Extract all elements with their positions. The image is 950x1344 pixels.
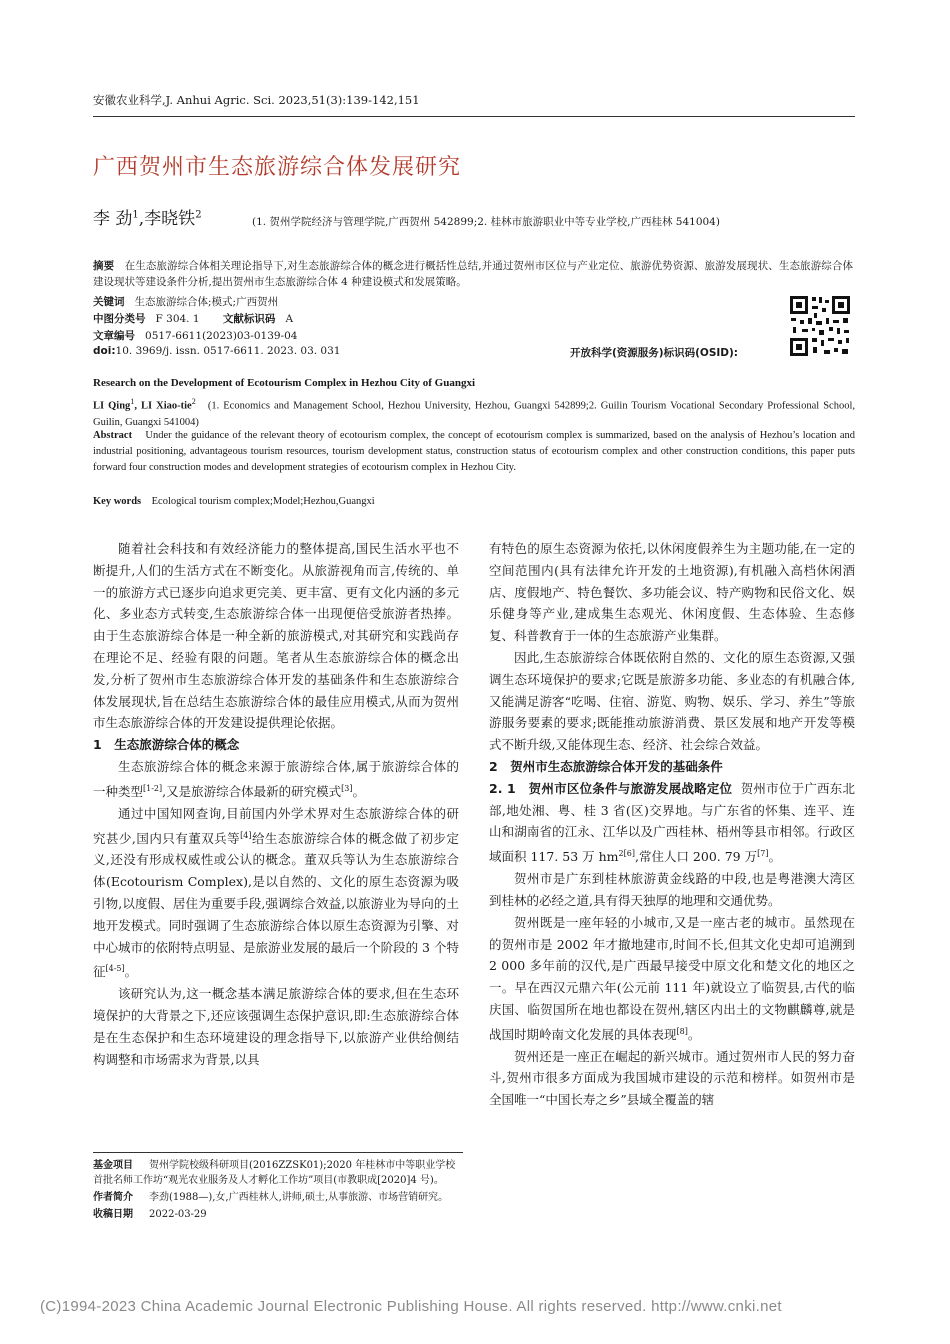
paper-title: 广西贺州市生态旅游综合体发展研究 <box>93 155 462 180</box>
doi-label: doi: <box>93 345 116 357</box>
date-note <box>93 1207 463 1222</box>
body-left-column <box>93 538 459 1071</box>
left-p3-a: 通过中国知网查询,目前国内外学术界对生态旅游综合体的研究甚少,国内只有董双兵等 <box>93 805 459 846</box>
keywords-zh-label: 关键词 <box>93 296 125 308</box>
en-author-2-sup: 2 <box>191 397 196 406</box>
qr-code-icon[interactable] <box>788 294 852 358</box>
header-rule <box>93 116 855 117</box>
right-p5-ref: [8] <box>676 1026 688 1036</box>
abstract-zh-label: 摘要 <box>93 260 115 272</box>
english-keywords <box>93 494 855 510</box>
en-keywords-label: Key words <box>93 496 142 507</box>
right-p3-c: 。 <box>768 849 781 865</box>
fund-note <box>93 1158 463 1188</box>
left-p2-ref: [1-2] <box>143 783 163 793</box>
doccode-label: 文献标识码 <box>222 313 276 325</box>
author-2: 李晓铁 <box>144 209 196 229</box>
right-paragraph-6: 贺州还是一座正在崛起的新兴城市。通过贺州市人民的努力奋斗,贺州市很多方面成为我国城市建设的示范和榜样。如贺州市是全国唯一“中国长寿之乡”县域全覆盖的辖 <box>489 1048 855 1108</box>
bio-note <box>93 1190 463 1205</box>
right-p3-b: ,常住人口 200. 79 万 <box>634 849 758 865</box>
bio-text: 李劲(1988—),女,广西桂林人,讲师,硕士,从事旅游、市场营销研究。 <box>149 1192 449 1203</box>
right-paragraph-2: 因此,生态旅游综合体既依附自然的、文化的原生态资源,又强调生态环境保护的要求;它既是旅游多功能、多业态的有机融合体,又能满足游客“吃喝、住宿、游览、购物、娱乐、学习、养生”等旅游服务要素的要求;既能推动旅游消费、景区发展和地产开发等模式不断升级,又能体现生态、经济、社会综合效益。 <box>489 649 855 753</box>
en-abstract-label: Abstract <box>93 430 133 441</box>
left-p2-b: ,又是旅游综合体最新的研究模式 <box>162 783 342 799</box>
date-text: 2022-03-29 <box>149 1209 207 1220</box>
right-p3-a: 贺州市位于广西东北部,地处湘、粤、桂 3 省(区)交界地。与广东省的怀集、连平、连山和湖南省的江永、江华以及广西桂林、梧州等县市相邻。行政区域面积 117. 53 万 hm <box>489 780 855 865</box>
author-1-sup: 1 <box>132 209 139 221</box>
left-paragraph-3 <box>93 803 459 984</box>
section-2-heading: 2 贺州市生态旅游综合体开发的基础条件 <box>489 758 723 774</box>
left-paragraph-2 <box>93 756 459 803</box>
english-title: Research on the Development of Ecotourism Complex in Hezhou City of Guangxi <box>93 377 476 389</box>
doi-line <box>93 345 340 357</box>
en-author-1: LI Qing <box>93 400 131 412</box>
author-2-sup: 2 <box>195 209 202 221</box>
left-p3-ref2: [4-5] <box>105 964 125 974</box>
english-abstract <box>93 428 855 476</box>
left-p2-c: 。 <box>352 783 365 799</box>
left-p3-c: 。 <box>124 964 138 980</box>
left-p2-ref2: [3] <box>341 783 353 793</box>
left-p3-b: 给生态旅游综合体的概念做了初步定义,还没有形成权威性或公认的概念。董双兵等认为生态旅游综合体(Ecotourism Complex),是以自然的、文化的原生态资源为吸引物,以度假、居住为重要手段,强调综合效益,以旅游业为导向的土地开发模式。同时强调了生态旅游综合体以原生态资源为引擎、对中心城市的依附特点明显、是旅游业发展的最后一个阶段的 3 个特征 <box>93 830 459 980</box>
abstract-zh-text: 在生态旅游综合体相关理论指导下,对生态旅游综合体的概念进行概括性总结,并通过贺州市区位与产业定位、旅游优势资源、旅游发展现状、生态旅游综合体建设现状等建设条件分析,提出贺州市生态旅游综合体 4 种建设模式和发展策略。 <box>93 260 854 288</box>
right-p5-a: 贺州既是一座年轻的小城市,又是一座古老的城市。虽然现在的贺州市是 2002 年才撤地建市,时间不长,但其文化史却可追溯到 2 000 多年前的汉代,是广西最早接受中原文化和楚文化的地区之一。早在西汉元鼎六年(公元前 111 年)就设立了临贺县,古代的临庆国、临贺国所在地也都设在贺州,辖区内出土的文物麒麟尊,就是战国时期岭南文化发展的具体表现 <box>489 914 855 1042</box>
right-p3-ref: [7] <box>757 849 769 859</box>
en-keywords-value: Ecological tourism complex;Model;Hezhou,Guangxi <box>151 496 375 507</box>
copyright-footer: (C)1994-2023 China Academic Journal Electronic Publishing House. All rights reserved. http://www.cnki.net <box>40 1298 782 1315</box>
right-p5-b: 。 <box>687 1026 701 1042</box>
en-abstract-text: Under the guidance of the relevant theory of ecotourism complex, the concept of ecotourism complex is summarized, based on the analysis of Hezhou’s location and industrial positioning, advantageous tourism resources, tourism development status, construction status of ecotourism complex and other construction conditions, this paper puts forward four construction modes and development strategies of ecotourism complex in Hezhou City. <box>93 430 855 473</box>
right-p3-sup: 2[6] <box>618 849 635 859</box>
right-paragraph-1: 有特色的原生态资源为依托,以休闲度假养生为主题功能,在一定的空间范围内(具有法律允许开发的土地资源),有机融入高档休闲酒店、度假地产、特色餐饮、多功能会议、特产购物和民俗文化、娱乐健身等产业,建成集生态观光、休闲度假、生态体验、生态修复、科普教育于一体的生态旅游产业集群。 <box>489 541 855 644</box>
article-number-label: 文章编号 <box>93 330 135 342</box>
affiliation-zh: (1. 贺州学院经济与管理学院,广西贺州 542899;2. 桂林市旅游职业中等专业学校,广西桂林 541004) <box>252 216 720 228</box>
author-1: 李 劲 <box>93 209 133 229</box>
right-paragraph-3 <box>489 778 855 868</box>
left-p3-ref: [4] <box>240 830 252 840</box>
left-paragraph-1: 随着社会科技和有效经济能力的整体提高,国民生活水平也不断提升,人们的生活方式在不断变化。从旅游视角而言,传统的、单一的旅游方式已逐步向追求更完美、更丰富、更有文化内涵的多元化、多业态方式转变,生态旅游综合体一出现便倍受旅游者热捧。由于生态旅游综合体是一种全新的旅游模式,对其研究和实践尚存在理论不足、经验有限的问题。笔者从生态旅游综合体的概念出发,分析了贺州市生态旅游综合体开发的基础条件和生态旅游综合体发展现状,旨在总结生态旅游综合体的最佳应用模式,从而为贺州市生态旅游综合体的开发建设提供理论依据。 <box>93 541 459 731</box>
section-2-1-heading: 2. 1 贺州市区位条件与旅游发展战略定位 <box>489 780 733 796</box>
footnotes <box>93 1158 463 1224</box>
section-1-heading: 1 生态旅游综合体的概念 <box>93 737 240 753</box>
right-paragraph-5 <box>489 912 855 1046</box>
en-author-1-sup: 1 <box>130 397 135 406</box>
article-number-line <box>93 328 297 343</box>
en-author-2: , LI Xiao-tie <box>134 400 192 412</box>
footnote-rule <box>93 1152 463 1153</box>
clc-label: 中图分类号 <box>93 313 146 325</box>
journal-header: 安徽农业科学,J. Anhui Agric. Sci. 2023,51(3):139-142,151 <box>93 93 420 107</box>
authors-zh <box>93 204 202 229</box>
fund-label: 基金项目 <box>93 1160 133 1171</box>
left-paragraph-4: 该研究认为,这一概念基本满足旅游综合体的要求,但在生态环境保护的大背景之下,还应该强调生态保护意识,即:生态旅游综合体是在生态保护和生态环境建设的理念指导下,以旅游产业供给侧结构调整和市场需求为背景,以具 <box>93 986 459 1067</box>
qr-code-graphic <box>788 294 852 358</box>
left-p2-a: 生态旅游综合体的概念来源于旅游综合体,属于旅游综合体的一种类型 <box>93 758 459 799</box>
osid-label: 开放科学(资源服务)标识码(OSID): <box>570 347 739 359</box>
en-affiliation: (1. Economics and Management School, Hezhou University, Hezhou, Guangxi 542899;2. Guilin Tourism Vocational Secondary Professional School, Guilin, Guangxi 541004) <box>93 400 856 428</box>
article-number-value: 0517-6611(2023)03-0139-04 <box>145 330 298 342</box>
bio-label: 作者简介 <box>93 1192 133 1203</box>
body-right-column <box>489 538 855 1111</box>
keywords-zh-value: 生态旅游综合体;模式;广西贺州 <box>134 296 279 308</box>
right-paragraph-4: 贺州市是广东到桂林旅游黄金线路的中段,也是粤港澳大湾区到桂林的必经之道,具有得天独厚的地理和交通优势。 <box>489 871 855 908</box>
author-sep: , <box>138 209 145 229</box>
keywords-zh <box>93 294 278 309</box>
doccode-value: A <box>285 313 294 325</box>
date-label: 收稿日期 <box>93 1209 133 1220</box>
english-authors <box>93 394 855 431</box>
doi-value[interactable]: 10. 3969/j. issn. 0517-6611. 2023. 03. 031 <box>115 345 341 357</box>
clc-line <box>93 311 293 326</box>
clc-value: F 304. 1 <box>155 313 200 325</box>
abstract-zh <box>93 258 853 290</box>
fund-text: 贺州学院校级科研项目(2016ZZSK01);2020 年桂林市中等职业学校首批名师工作坊“观光农业服务及人才孵化工作坊”项目(市教职成[2020]4 号)。 <box>93 1160 456 1186</box>
